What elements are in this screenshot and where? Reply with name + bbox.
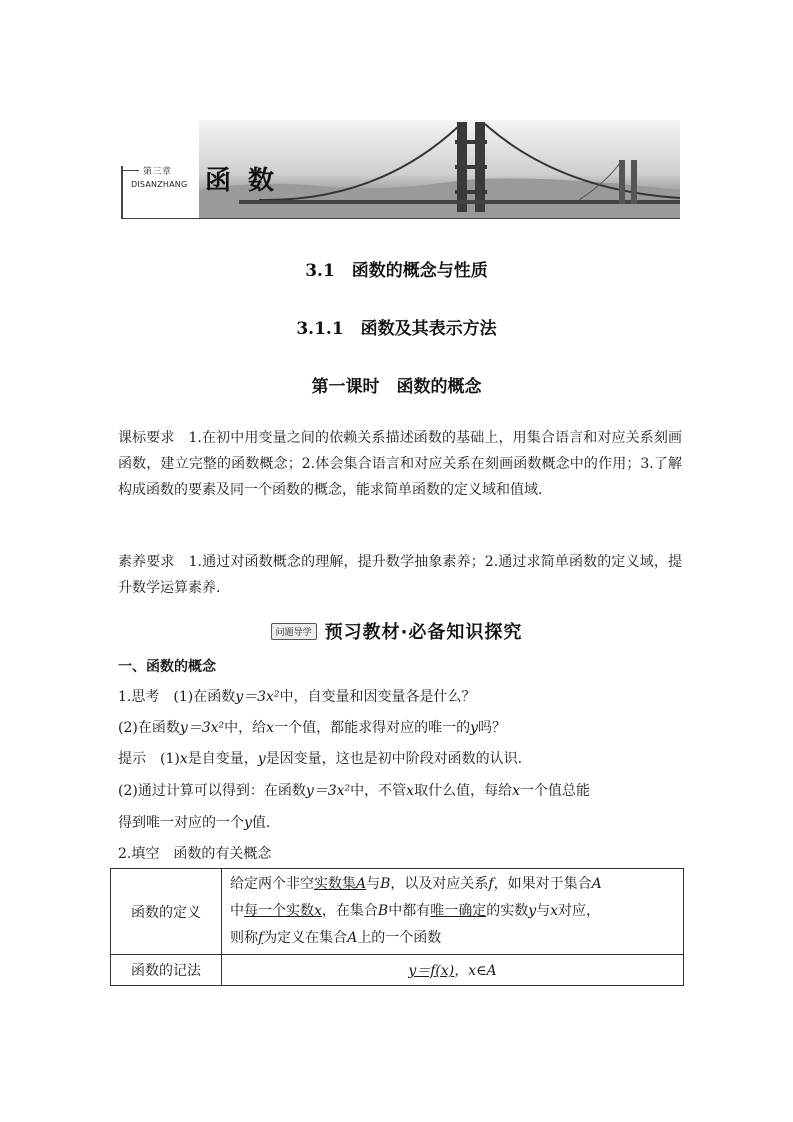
a2-suffix: 一个值总能: [519, 783, 590, 799]
variable-x: x: [179, 751, 188, 767]
text: 则称: [230, 930, 258, 946]
chapter-banner: [121, 120, 680, 220]
set-a: A: [591, 876, 602, 892]
text: 与: [536, 903, 551, 919]
answer-2-continued: [118, 812, 270, 832]
q2-suffix: 吗？: [478, 720, 506, 736]
variable-x: x: [266, 720, 275, 736]
banner-underline: [121, 218, 680, 219]
map-f: f: [488, 876, 494, 892]
q1-suffix: 中，自变量和因变量各是什么？: [279, 689, 476, 705]
map-f: f: [258, 930, 264, 946]
section-tag: 问题导学: [271, 623, 317, 640]
curriculum-label: 课标要求: [118, 430, 175, 446]
q1-prefix: 1.思考 (1)在函数: [118, 689, 236, 705]
text: 上的一个函数: [357, 930, 442, 946]
set-a: A: [347, 930, 358, 946]
text: 为定义在集合: [263, 930, 348, 946]
set-b: B: [377, 903, 389, 919]
literacy-text: 1.通过对函数概念的理解，提升数学抽象素养；2.通过求简单函数的定义域，提升数学运算素养.: [118, 554, 683, 596]
curriculum-requirements: [118, 425, 682, 503]
variable-x: x: [550, 903, 559, 919]
subsection-title: 一、函数的概念: [118, 659, 216, 675]
hint-prefix: 提示 (1): [118, 751, 180, 767]
set-b: B: [380, 876, 391, 892]
underlined-text: 实数集: [314, 876, 356, 892]
question-2: [118, 717, 506, 737]
function-notation: y＝f(x): [408, 963, 455, 979]
literacy-requirements: [118, 549, 682, 601]
notation-label: 函数的记法: [111, 955, 222, 986]
text: 的实数: [486, 903, 529, 919]
a2-line2-suffix: 值.: [251, 815, 271, 831]
a2-mid: 中，不管: [350, 783, 407, 799]
subsection-heading: 3.1.1 函数及其表示方法: [296, 319, 497, 339]
variable-y: y: [528, 903, 537, 919]
chapter-pinyin: DISANZHANG: [131, 180, 188, 189]
formula: y＝3x²: [179, 720, 225, 736]
domain-notation: ，x∈A: [454, 963, 497, 979]
banner-frame: [121, 166, 123, 218]
literacy-label: 素养要求: [118, 554, 175, 570]
underlined-text: 唯一确定: [430, 903, 487, 919]
q2-prefix: (2)在函数: [118, 720, 180, 736]
table-row: [111, 869, 684, 955]
section-banner: [0, 618, 793, 644]
notation-content: [222, 955, 684, 986]
underlined-text: 每一个实数: [244, 903, 314, 919]
variable-y: y: [470, 720, 478, 736]
hint-mid: 是自变量，: [187, 751, 258, 767]
question-1: [118, 686, 476, 706]
a2-mid2: 取什么值，每给: [414, 783, 513, 799]
hint-suffix: 是因变量，这也是初中阶段对函数的认识.: [265, 751, 523, 767]
text: 中都有: [388, 903, 431, 919]
function-concept-table: [110, 868, 684, 986]
lesson-heading: 第一课时 函数的概念: [311, 377, 482, 397]
text: 与: [366, 876, 381, 892]
variable-y: y: [257, 751, 266, 767]
definition-label: 函数的定义: [111, 869, 222, 955]
set-a: A: [356, 876, 367, 892]
text: ，如果对于集合: [493, 876, 592, 892]
text: ，以及对应关系: [390, 876, 489, 892]
section-title: 预习教材·必备知识探究: [324, 622, 523, 643]
q2-mid: 中，给: [224, 720, 267, 736]
curriculum-text: 1.在初中用变量之间的依赖关系描述函数的基础上，用集合语言和对应关系刻画函数，建立完整的函数概念；2.体会集合语言和对应关系在刻画函数概念中的作用；3.了解构成函数的要素及同一个函数的概念，能求简单函数的定义域和值域.: [118, 430, 683, 498]
variable-x: x: [314, 903, 322, 919]
chapter-number: 第三章: [143, 164, 172, 177]
text: 对应，: [558, 903, 601, 919]
answer-2: [118, 780, 590, 800]
variable-y: y: [244, 815, 252, 831]
a2-line2-prefix: 得到唯一对应的一个: [118, 815, 244, 831]
hint-1: [118, 748, 522, 768]
fill-in-title: 2.填空 函数的有关概念: [118, 846, 272, 862]
text: 中: [230, 903, 244, 919]
q2-mid2: 一个值，都能求得对应的唯一的: [274, 720, 471, 736]
text: 给定两个非空: [230, 876, 314, 892]
table-row: [111, 955, 684, 986]
section-heading: 3.1 函数的概念与性质: [305, 261, 488, 281]
variable-x: x: [512, 783, 520, 799]
formula: y＝3x²: [235, 689, 280, 705]
variable-x: x: [406, 783, 415, 799]
a2-prefix: (2)通过计算可以得到：在函数: [118, 783, 306, 799]
definition-content: [222, 869, 684, 955]
text: ，在集合: [321, 903, 378, 919]
formula: y＝3x²: [305, 783, 351, 799]
chapter-title: 函 数: [205, 166, 279, 196]
